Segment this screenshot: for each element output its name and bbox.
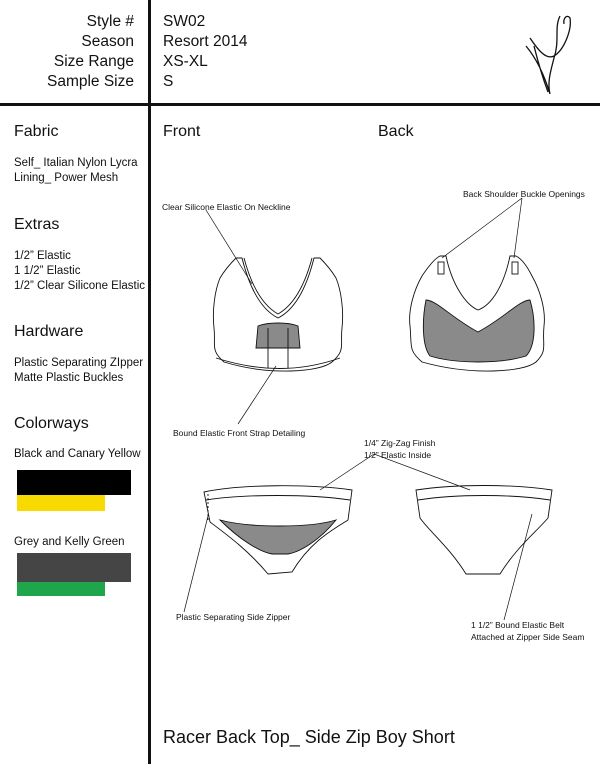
neckline-callout: Clear Silicone Elastic On Neckline xyxy=(162,202,291,212)
spec-values xyxy=(163,12,247,92)
garment-title: Racer Back Top_ Side Zip Boy Short xyxy=(163,727,455,747)
label-size-range: Size Range xyxy=(53,53,134,70)
buckle-callout: Back Shoulder Buckle Openings xyxy=(463,189,585,199)
belt-callout-line2: Attached at Zipper Side Seam xyxy=(471,632,585,642)
colorway-1-accent-swatch xyxy=(17,495,105,511)
hardware-title: Hardware xyxy=(14,323,84,340)
value-season: Resort 2014 xyxy=(163,33,248,50)
hardware-section xyxy=(14,323,146,386)
zipper-callout: Plastic Separating Side Zipper xyxy=(176,612,291,622)
colorway-1-label xyxy=(14,448,146,460)
front-view-title: Front xyxy=(163,123,201,140)
label-season: Season xyxy=(81,33,134,50)
fabric-line: Lining_ Power Mesh xyxy=(14,172,119,184)
fabric-line: Self_ Italian Nylon Lycra xyxy=(14,157,138,169)
signature-mark xyxy=(526,16,570,94)
colorway-2-label xyxy=(14,536,146,548)
header-divider xyxy=(0,103,600,106)
sidebar-divider xyxy=(148,0,151,764)
belt-callout-line1: 1 1/2” Bound Elastic Belt xyxy=(471,620,565,630)
fabric-section xyxy=(14,123,146,186)
extras-line: 1/2” Elastic xyxy=(14,250,71,262)
back-bra-flat xyxy=(410,256,545,371)
zigzag-callout-line2: 1/2” Elastic Inside xyxy=(364,450,432,460)
label-sample-size: Sample Size xyxy=(46,73,134,90)
colorway-2-main-swatch xyxy=(17,553,131,582)
back-brief-flat xyxy=(416,486,552,575)
designer-logo xyxy=(520,10,585,100)
back-view-title: Back xyxy=(378,123,414,140)
colorways-title-block xyxy=(14,415,146,433)
front-lining-panel xyxy=(256,323,300,348)
extras-title: Extras xyxy=(14,216,60,233)
technical-flats xyxy=(160,150,600,650)
extras-line: 1 1/2” Elastic xyxy=(14,265,81,277)
zigzag-callout-line1: 1/4” Zig-Zag Finish xyxy=(364,438,436,448)
hardware-line: Matte Plastic Buckles xyxy=(14,372,124,384)
colorways-title: Colorways xyxy=(14,415,89,432)
hardware-line: Plastic Separating ZIpper xyxy=(14,357,144,369)
back-brief-outline xyxy=(416,486,552,575)
fabric-title: Fabric xyxy=(14,123,59,140)
colorway-2-accent-swatch xyxy=(17,582,105,596)
front-strap-callout: Bound Elastic Front Strap Detailing xyxy=(173,428,306,438)
front-bra-outline xyxy=(213,258,342,371)
colorway-name: Black and Canary Yellow xyxy=(14,448,141,460)
colorway-name: Grey and Kelly Green xyxy=(14,536,125,548)
front-bra-flat xyxy=(213,258,342,371)
value-style: SW02 xyxy=(163,13,206,30)
buckle-leader xyxy=(442,198,522,258)
value-size-range: XS-XL xyxy=(163,53,208,70)
extras-section xyxy=(14,216,146,294)
front-brief-flat xyxy=(204,486,352,574)
front-strap-leader xyxy=(238,366,276,424)
value-sample-size: S xyxy=(163,73,174,90)
spec-labels xyxy=(47,12,134,92)
colorway-1-main-swatch xyxy=(17,470,131,495)
zipper-leader xyxy=(184,516,208,612)
extras-line: 1/2” Clear Silicone Elastic xyxy=(14,280,146,292)
label-style: Style # xyxy=(86,13,134,30)
